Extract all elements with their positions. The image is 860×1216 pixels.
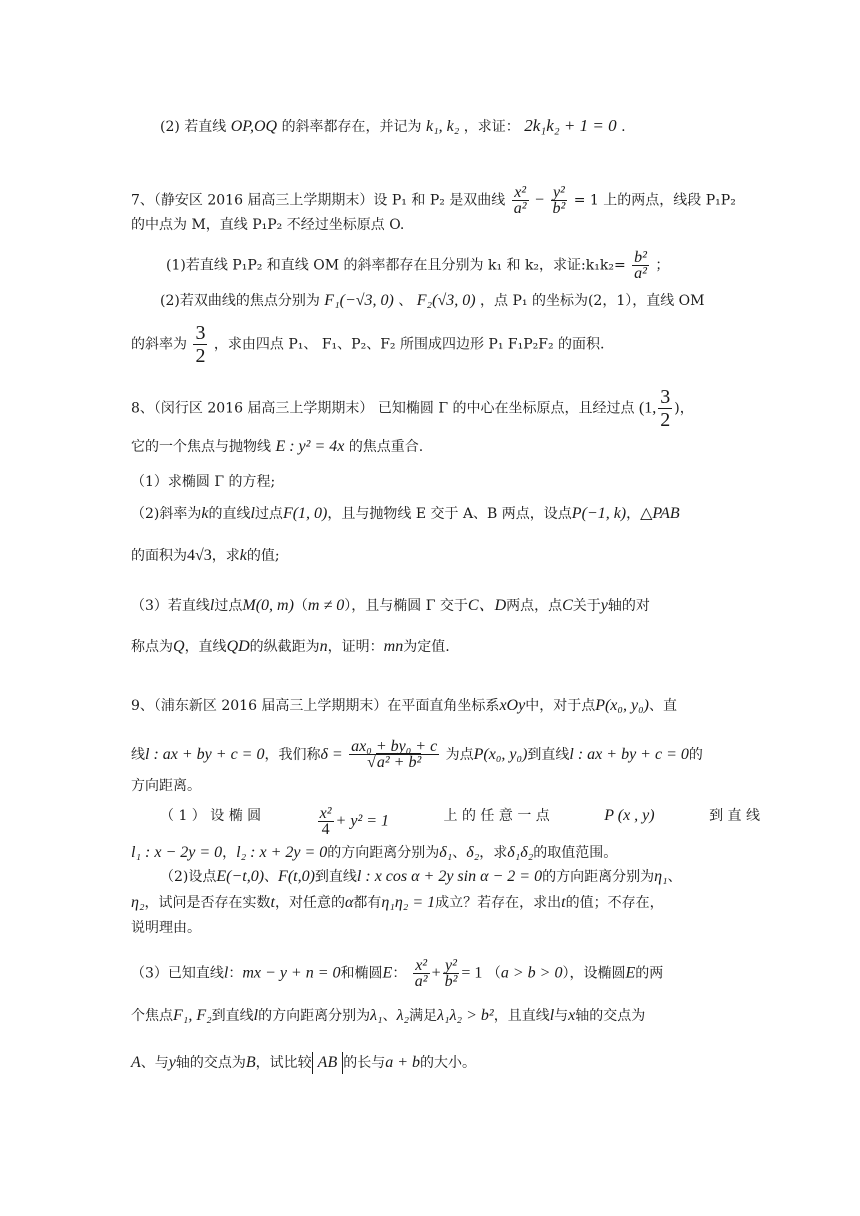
- ellipse-y-over-b-fraction: $\frac{\text{y²}}{\text{b²}}$: [444, 957, 458, 990]
- q8-part2: （2)斜率为k的直线l过点F(1, 0)，且与抛物线 E 交于 A、B 两点，设点P(−1, k)，△PAB: [131, 505, 680, 522]
- direction-distance-fraction: $\frac{\text{ax₀ + by₀ + c}}{\text{√a² + b²}}$: [351, 738, 438, 771]
- q8-part2-line2: 的面积为4√3，求k的值;: [131, 547, 280, 564]
- q9-part3: （3）已知直线l：mx − y + n = 0和椭圆E： $\frac{\text{x²}}{\text{a²}}$ + $\frac{\text{y²}}{\text{b²}}$ = 1 （a > b > 0），设椭圆E的两: [131, 957, 664, 990]
- ellipse-x-fraction: $\frac{\text{x²}}{4}$: [319, 805, 332, 838]
- q9-part3-line3: A、与y轴的交点为B，试比较 AB 的长与a + b的大小。: [131, 1052, 476, 1074]
- q7-heading: 7、（静安区 2016 届高三上学期期末）设 P₁ 和 P₂ 是双曲线 $\frac{\text{x²}}{\text{a²}}$ − $\frac{\text{y²}}{\text{b²}}$ = 1 上的两点，线段 P₁P₂: [131, 184, 736, 217]
- q9-part2: （2)设点E(−t,0)、F(t,0)到直线l : x cos α + 2y sin α − 2 = 0的方向距离分别为η₁、: [160, 868, 682, 885]
- q6-part2: (2) 若直线 OP,OQ 的斜率都存在，并记为 k₁, k₂ ，求证： 2k₁k₂ + 1 = 0 .: [160, 116, 626, 135]
- q9-definition: 线l : ax + by + c = 0，我们称δ = $\frac{\text{ax₀ + by₀ + c}}{\text{√a² + b²}}$ 为点P(x₀, y₀)到直线l : ax + by + c = 0的: [131, 738, 703, 771]
- q8-part1: （1）求椭圆 Γ 的方程;: [131, 474, 276, 490]
- q9-heading: 9、（浦东新区 2016 届高三上学期期末）在平面直角坐标系xOy中，对于点P(x₀, y₀)、直: [131, 697, 677, 714]
- q9-definition-line3: 方向距离。: [131, 778, 201, 794]
- abs-ab: AB: [312, 1052, 344, 1074]
- q9-part1-line2: l₁ : x − 2y = 0，l₂ : x + 2y = 0的方向距离分别为δ₁、δ₂，求δ₁δ₂的取值范围。: [131, 844, 618, 861]
- q9-part2-line3: 说明理由。: [131, 920, 201, 936]
- q9-part1: （ 1 ） 设 椭 圆 $\frac{\text{x²}}{4}$ + y² = 1 上 的 任 意 一 点 P (x , y) 到 直 线: [160, 805, 760, 838]
- q7-part2: (2)若双曲线的焦点分别为 F₁(−√3, 0) 、 F₂(√3, 0) ，点 P₁ 的坐标为(2，1），直线 OM: [160, 292, 705, 309]
- q7-part2-line2: 的斜率为 $\frac{3}{2}$ ，求由四点 P₁、 F₁、P₂、F₂ 所围成四边形 P₁ F₁P₂F₂ 的面积.: [131, 322, 605, 367]
- hyperbola-x-fraction: $\frac{\text{x²}}{\text{a²}}$: [513, 184, 527, 217]
- q7-line2: 的中点为 M，直线 P₁P₂ 不经过坐标原点 O.: [131, 217, 405, 233]
- ellipse-x-over-a-fraction: $\frac{\text{x²}}{\text{a²}}$: [414, 957, 428, 990]
- slope-fraction: $\frac{3}{2}$: [195, 322, 206, 367]
- q9-part3-line2: 个焦点F₁, F₂到直线l的方向距离分别为λ₁、λ₂满足λ₁λ₂ > b²，且直线l与x轴的交点为: [131, 1007, 646, 1024]
- q8-line2: 它的一个焦点与抛物线 E : y² = 4x 的焦点重合.: [131, 438, 424, 455]
- q8-part3: （3）若直线l过点M(0, m)（m ≠ 0），且与椭圆 Γ 交于C、D两点，点C关于y轴的对: [131, 597, 650, 614]
- point-fraction: $\frac{3}{2}$: [660, 386, 671, 431]
- q7-part1: (1)若直线 P₁P₂ 和直线 OM 的斜率都存在且分别为 k₁ 和 k₂，求证:k₁k₂= $\frac{\text{b²}}{\text{a²}}$ ；: [166, 249, 670, 282]
- q7-ratio-fraction: $\frac{\text{b²}}{\text{a²}}$: [634, 249, 647, 282]
- hyperbola-y-fraction: $\frac{\text{y²}}{\text{b²}}$: [552, 184, 566, 217]
- q8-heading: 8、（闵行区 2016 届高三上学期期末） 已知椭圆 Γ 的中心在坐标原点，且经过点 (1, $\frac{3}{2}$ )，: [131, 386, 694, 431]
- q8-part3-line2: 称点为Q，直线QD的纵截距为n，证明：mn为定值.: [131, 638, 450, 655]
- q9-part2-line2: η₂，试问是否存在实数t，对任意的α都有η₁η₂ = 1成立？若存在，求出t的值；不存在，: [131, 894, 664, 911]
